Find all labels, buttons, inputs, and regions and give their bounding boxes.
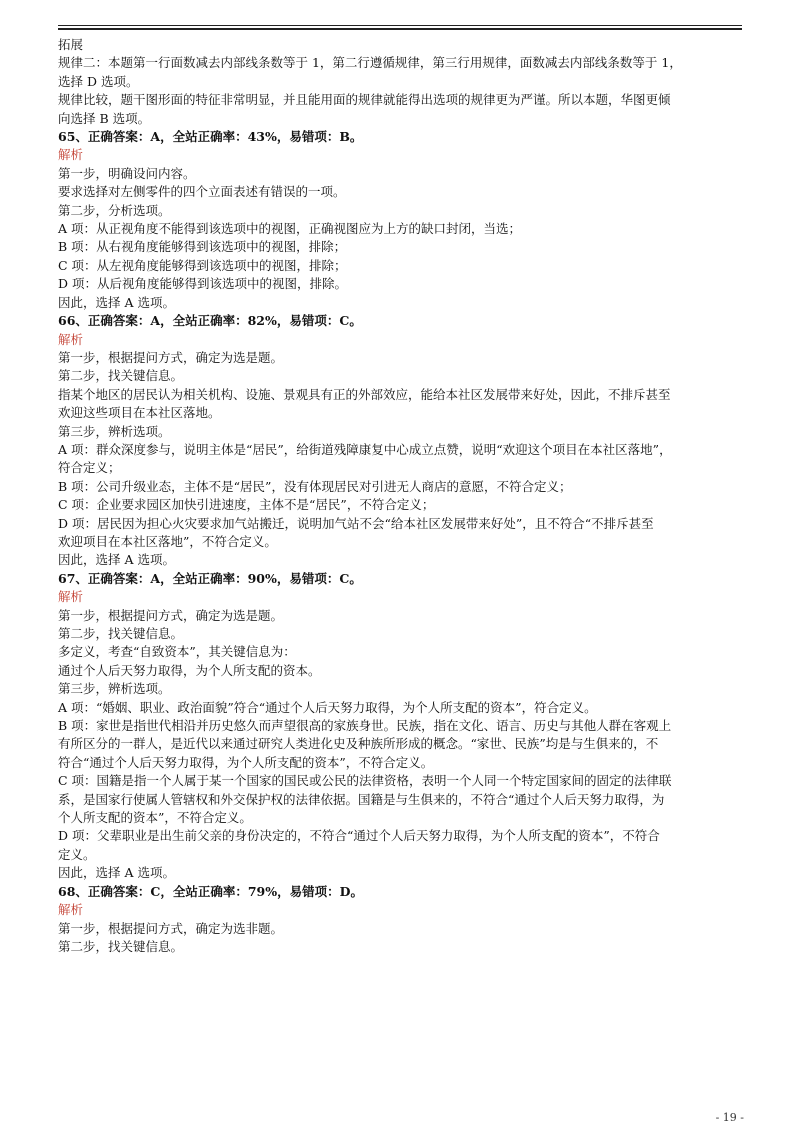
page-number: - 19 - (715, 1111, 744, 1124)
text-line: 系，是国家行使属人管辖权和外交保护权的法律依据。国籍是与生俱来的，不符合“通过个人后天努力取得，为 (58, 791, 665, 807)
text-line: 第二步，找关键信息。 (58, 626, 184, 641)
text-line: 欢迎项目在本社区落地”，不符合定义。 (58, 533, 277, 549)
analysis-label: 解析 (58, 589, 84, 605)
text-line: 第一步，根据提问方式，确定为选是题。 (58, 607, 284, 623)
analysis-label: 解析 (58, 902, 84, 918)
answer-heading: 67、正确答案：A，全站正确率：90%，易错项：C。 (58, 570, 362, 586)
answer-heading: 66、正确答案：A，全站正确率：82%，易错项：C。 (58, 313, 362, 329)
text-line: 因此，选择 A 选项。 (58, 552, 175, 568)
text-line: 要求选择对左侧零件的四个立面表述有错误的一项。 (58, 184, 346, 200)
text-line: B 项：从右视角度能够得到该选项中的视图，排除； (58, 239, 347, 255)
text-line: 欢迎这些项目在本社区落地。 (58, 405, 221, 421)
text-line: 因此，选择 A 选项。 (58, 865, 175, 881)
text-line: 有所区分的一群人，是近代以来通过研究人类进化史及种族所形成的概念。“家世、民族”均是与生俱来的，不 (58, 736, 659, 752)
text-line: 指某个地区的居民认为相关机构、设施、景观具有正的外部效应，能给本社区发展带来好处，因此，不排斥甚至 (58, 386, 671, 402)
answer-heading: 65、正确答案：A，全站正确率：43%，易错项：B。 (58, 129, 363, 145)
text-line: A 项：从正视角度不能得到该选项中的视图，正确视图应为上方的缺口封闭，当选； (58, 221, 522, 237)
text-line: 第三步，辨析选项。 (58, 423, 171, 439)
text-line: C 项：企业要求园区加快引进速度，主体不是“居民”，不符合定义； (58, 497, 435, 513)
text-line: 符合“通过个人后天努力取得，为个人所支配的资本”，不符合定义。 (58, 754, 434, 770)
text-line: 个人所支配的资本”，不符合定义。 (58, 810, 252, 826)
text-line: 第一步，根据提问方式，确定为选非题。 (58, 920, 284, 936)
text-line: 第二步，找关键信息。 (58, 368, 184, 384)
text-line: C 项：从左视角度能够得到该选项中的视图，排除； (58, 257, 347, 273)
text-line: A 项：“婚姻、职业、政治面貌”符合“通过个人后天努力取得，为个人所支配的资本”，符合定义。 (58, 699, 597, 715)
text-line: B 项：家世是指世代相沿并历史悠久而声望很高的家族身世。民族，指在文化、语言、历史与其他人群在客观上 (58, 718, 672, 734)
text-line: 拓展 (58, 37, 84, 52)
text-line: 第一步，根据提问方式，确定为选是题。 (58, 349, 284, 365)
text-line: 第二步，找关键信息。 (58, 938, 184, 954)
text-line: 因此，选择 A 选项。 (58, 294, 175, 310)
text-line: A 项：群众深度参与，说明主体是“居民”，给街道残障康复中心成立点赞，说明“欢迎这个项目在本社区落地”， (58, 441, 672, 457)
text-line: 定义。 (58, 846, 96, 862)
header-rule-thin (58, 25, 742, 26)
text-line: 符合定义； (58, 460, 121, 476)
text-line: 通过个人后天努力取得，为个人所支配的资本。 (58, 662, 321, 678)
text-line: D 项：居民因为担心火灾要求加气站搬迁，说明加气站不会“给本社区发展带来好处”，且不符合“不排斥甚至 (58, 515, 654, 531)
text-line: 第一步，明确设问内容。 (58, 165, 196, 181)
text-line: 第三步，辨析选项。 (58, 681, 171, 697)
text-line: C 项：国籍是指一个人属于某一个国家的国民或公民的法律资格，表明一个人同一个特定国家间的固定的法律联 (58, 773, 672, 789)
document-body (58, 36, 748, 956)
text-line: 第二步，分析选项。 (58, 202, 171, 218)
answer-heading: 68、正确答案：C，全站正确率：79%，易错项：D。 (58, 883, 363, 899)
analysis-label: 解析 (58, 331, 84, 347)
text-line: 选择 D 选项。 (58, 73, 139, 89)
text-line: 规律二：本题第一行面数减去内部线条数等于 1，第二行遵循规律，第三行用规律，面数减去内部线条数等于 1， (58, 55, 682, 71)
header-rule-thick (58, 28, 742, 30)
text-line: B 项：公司升级业态，主体不是“居民”，没有体现居民对引进无人商店的意愿，不符合定义； (58, 478, 572, 494)
text-line: D 项：从后视角度能够得到该选项中的视图，排除。 (58, 276, 347, 292)
text-line: 规律比较，题干图形面的特征非常明显，并且能用面的规律就能得出选项的规律更为严谨。所以本题，华图更倾 (58, 92, 671, 108)
analysis-label: 解析 (58, 147, 84, 163)
text-line: 多定义，考查“自致资本”，其关键信息为： (58, 644, 296, 660)
text-line: D 项：父辈职业是出生前父亲的身份决定的，不符合“通过个人后天努力取得，为个人所支配的资本”，不符合 (58, 828, 660, 844)
text-line: 向选择 B 选项。 (58, 110, 151, 126)
